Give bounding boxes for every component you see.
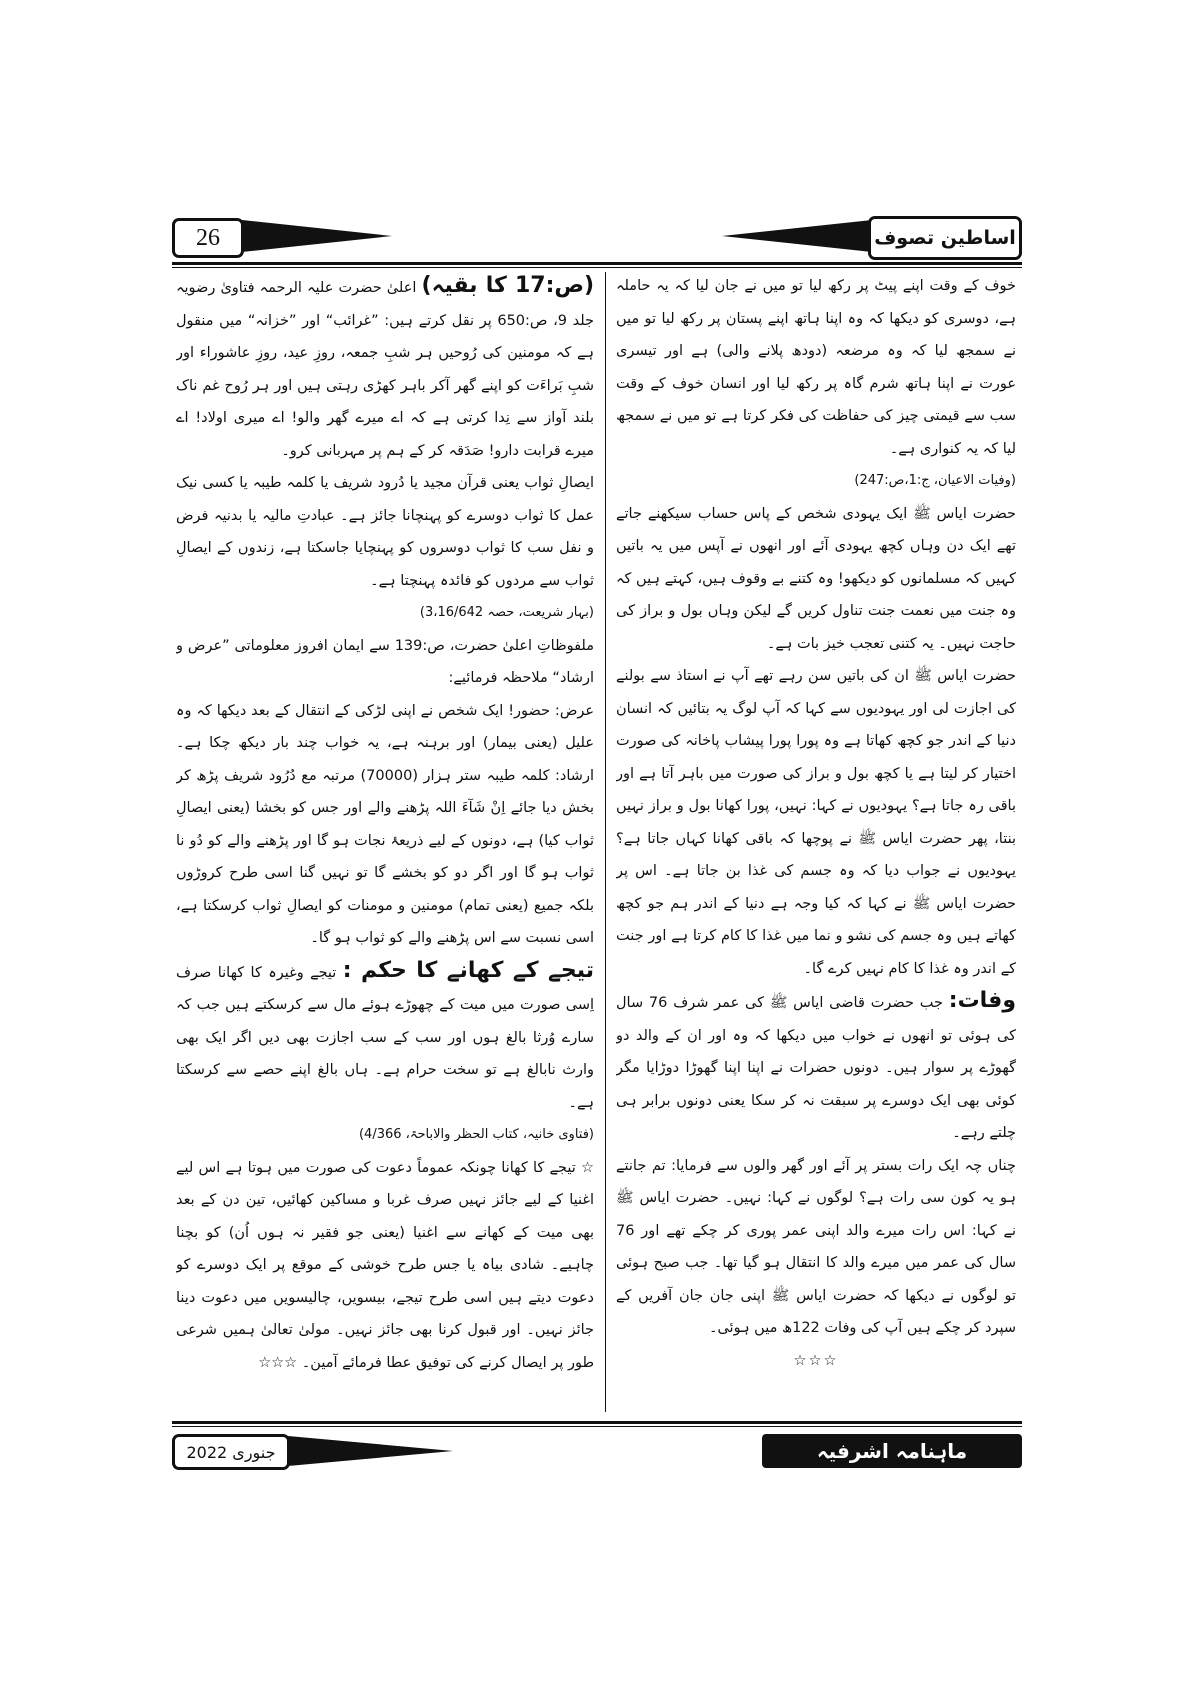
header-rule — [172, 262, 1022, 265]
page-number: 26 — [172, 218, 244, 258]
tija-text: تیجے وغیرہ کا کھانا صرف اِسی صورت میں میت کے چھوڑے ہوئے مال سے کرسکتے ہیں جب کہ سارے وُرثا بالغ ہوں اور سب کے سب اجازت بھی دیں اگر ایک بھی وارث نابالغ ہے تو سخت حرام ہے۔ ہاں بالغ اپنے حصے سے کرسکتا ہے۔ — [176, 964, 594, 1111]
reference: (بہار شریعت، حصہ 3،16/642) — [419, 605, 594, 620]
magazine-name: ماہنامہ اشرفیہ — [762, 1434, 1022, 1468]
issue-date: جنوری 2022 — [172, 1434, 290, 1470]
paragraph: ملفوظاتِ اعلیٰ حضرت، ص:139 سے ایمان افروز معلوماتی ”عرض و ارشاد“ ملاحظہ فرمائیے: — [176, 637, 594, 686]
wafat-paragraph — [616, 985, 1016, 1150]
continuation-text: اعلیٰ حضرت علیہ الرحمہ فتاویٰ رضویہ جلد 9، ص:650 پر نقل کرتے ہیں: ”غرائب“ اور ”خزانہ“ میں منقول ہے کہ مومنین کی رُوحیں ہر شبِ جمعہ، روزِ عید، روزِ عاشوراء اور شبِ بَراءَت کو اپنے گھر آکر باہر کھڑی رہتی ہیں اور ہر رُوح غم ناک بلند آواز سے نِدا کرتی ہے کہ اے میرے گھر والو! اے میری اولاد! اے میرے قرابت دارو! صَدَقہ کر کے ہم پر مہربانی کرو۔ — [176, 280, 594, 459]
footer-wedge — [288, 1436, 453, 1466]
reference: (وفیات الاعیان، ج:1،ص:247) — [854, 473, 1016, 488]
wafat-text: جب حضرت قاضی ایاس ﷺ کی عمر شرف 76 سال کی ہوئی تو انھوں نے خواب میں دیکھا کہ وہ اور ان کے والد دو گھوڑے پر سوار ہیں۔ دونوں حضرات نے اپنا اپنا گھوڑا دوڑایا مگر کوئی بھی ایک دوسرے پر سبقت نہ کر سکا یعنی دونوں برابر ہی چلتے رہے۔ — [616, 995, 1016, 1141]
paragraph: خوف کے وقت اپنے پیٹ پر رکھ لیا تو میں نے جان لیا کہ یہ حاملہ ہے، دوسری کو دیکھا کہ وہ اپنا ہاتھ اپنے پستان پر رکھ لیا تو میں نے سمجھ لیا کہ وہ مرضعہ (دودھ پلانے والی) ہے اور تیسری عورت نے اپنا ہاتھ شرم گاہ پر رکھ لیا اور انسان خوف کے وقت سب سے قیمتی چیز کی حفاظت کی فکر کرتا ہے تو میں نے سمجھ لیا کہ یہ کنواری ہے۔ — [616, 278, 1016, 457]
footer-rule-thin — [172, 1426, 1022, 1427]
page-footer — [172, 1432, 1022, 1478]
reference: (فتاوی خانیہ، کتاب الحظر والاباحۃ، 4/366) — [358, 1127, 594, 1142]
section-title: اساطین تصوف — [868, 216, 1022, 260]
continuation-heading: (ص:17 کا بقیہ) — [421, 273, 594, 298]
header-wedge-right — [722, 220, 872, 252]
paragraph: ☆ تیجے کا کھانا چونکہ عموماً دعوت کی صورت میں ہوتا ہے اس لیے اغنیا کے لیے جائز نہیں صرف غربا و مساکین کھائیں، تین دن کے بعد بھی میت کے کھانے سے اغنیا (یعنی جو فقیر نہ ہوں اُن) کو بچنا چاہیے۔ شادی بیاہ یا جس طرح خوشی کے موقع پر ایک دوسرے کو دعوت دیتے ہیں اسی طرح تیجے، بیسویں، چالیسویں میں دعوت دینا جائز نہیں۔ اور قبول کرنا بھی جائز نہیں۔ مولیٰ تعالیٰ ہمیں شرعی طور پر ایصال کرنے کی توفیق عطا فرمائے آمین۔ ☆☆☆ — [176, 1159, 594, 1371]
paragraph: عرض: حضور! ایک شخص نے اپنی لڑکی کے انتقال کے بعد دیکھا کہ وہ علیل (یعنی بیمار) اور برہنہ ہے، یہ خواب چند بار دیکھ چکا ہے۔ ارشاد: کلمہ طیبہ ستر ہزار (70000) مرتبہ مع دُرُود شریف پڑھ کر بخش دیا جائے اِنْ شَآءَ اللہ پڑھنے والے اور جس کو بخشا (یعنی ایصالِ ثواب کیا) ہے، دونوں کے لیے ذریعۂ نجات ہو گا اور پڑھنے والے کو دُو نا ثواب ہو گا اور اگر دو کو بخشے گا تو نہیں گنا اسی طرح کروڑوں بلکہ جمیع (یعنی تمام) مومنین و مومنات کو ایصالِ ثواب کرسکتا ہے، اسی نسبت سے اس پڑھنے والے کو ثواب ہو گا۔ — [176, 702, 594, 946]
footer-rule — [172, 1421, 1022, 1424]
paragraph: حضرت ایاس ﷺ ایک یہودی شخص کے پاس حساب سیکھنے جاتے تھے ایک دن وہاں کچھ یہودی آئے اور انھوں نے آپس میں یہ باتیں کہیں کہ مسلمانوں کو دیکھو! وہ کتنے بے وقوف ہیں، کہتے ہیں کہ وہ جنت میں نعمت جنت تناول کریں گے لیکن وہاں بول و براز کی حاجت نہیں۔ یہ کتنی تعجب خیز بات ہے۔ — [616, 505, 1016, 652]
paragraph: حضرت ایاس ﷺ ان کی باتیں سن رہے تھے آپ نے استاذ سے بولنے کی اجازت لی اور یہودیوں سے کہا کہ آپ لوگ یہ بتائیں کہ انسان دنیا کے اندر جو کچھ کھاتا ہے وہ پورا پورا پیشاب پاخانہ کی صورت اختیار کر لیتا ہے یا کچھ بول و براز کی صورت میں باہر آتا ہے اور باقی رہ جاتا ہے؟ یہودیوں نے کہا: نہیں، پورا کھانا بول و براز نہیں بنتا، پھر حضرت ایاس ﷺ نے پوچھا کہ باقی کھانا کہاں جاتا ہے؟ یہودیوں نے جواب دیا کہ وہ جسم کی غذا بن جاتا ہے۔ اس پر حضرت ایاس ﷺ نے کہا کہ کیا وجہ ہے دنیا کے اندر ہم جو کچھ کھاتے ہیں وہ جسم کی نشو و نما میں غذا کا کام کرتا ہے اور جنت کے اندر وہ غذا کا کام نہیں کرے گا۔ — [616, 668, 1016, 977]
column-divider — [605, 272, 606, 1412]
wafat-heading: وفات: — [948, 988, 1016, 1013]
left-column — [176, 270, 594, 1410]
paragraph: ایصالِ ثواب یعنی قرآن مجید یا دُرود شریف یا کلمہ طیبہ یا کسی نیک عمل کا ثواب دوسرے کو پہنچانا جائز ہے۔ عبادتِ مالیہ یا بدنیہ فرض و نفل سب کا ثواب دوسروں کو پہنچایا جاسکتا ہے، زندوں کے ایصالِ ثواب سے مردوں کو فائدہ پہنچتا ہے۔ — [176, 475, 594, 589]
tija-heading: تیجے کے کھانے کا حکم : — [342, 957, 594, 983]
header-wedge-left — [242, 220, 392, 252]
header-rule-thin — [172, 267, 1022, 268]
end-stars: ☆☆☆ — [793, 1352, 839, 1369]
continuation-paragraph — [176, 270, 594, 467]
page-header — [172, 214, 1022, 262]
paragraph: چناں چہ ایک رات بستر پر آئے اور گھر والوں سے فرمایا: تم جانتے ہو یہ کون سی رات ہے؟ لوگوں نے کہا: نہیں۔ حضرت ایاس ﷺ نے کہا: اس رات میرے والد اپنی عمر پوری کر چکے تھے اور 76 سال کی عمر میں میرے والد کا انتقال ہو گیا تھا۔ جب صبح ہوئی تو لوگوں نے دیکھا کہ حضرت ایاس ﷺ اپنی جان جان آفریں کے سپرد کر چکے ہیں آپ کی وفات 122ھ میں ہوئی۔ — [616, 1157, 1016, 1336]
right-column — [616, 270, 1016, 1410]
tija-paragraph — [176, 955, 594, 1120]
